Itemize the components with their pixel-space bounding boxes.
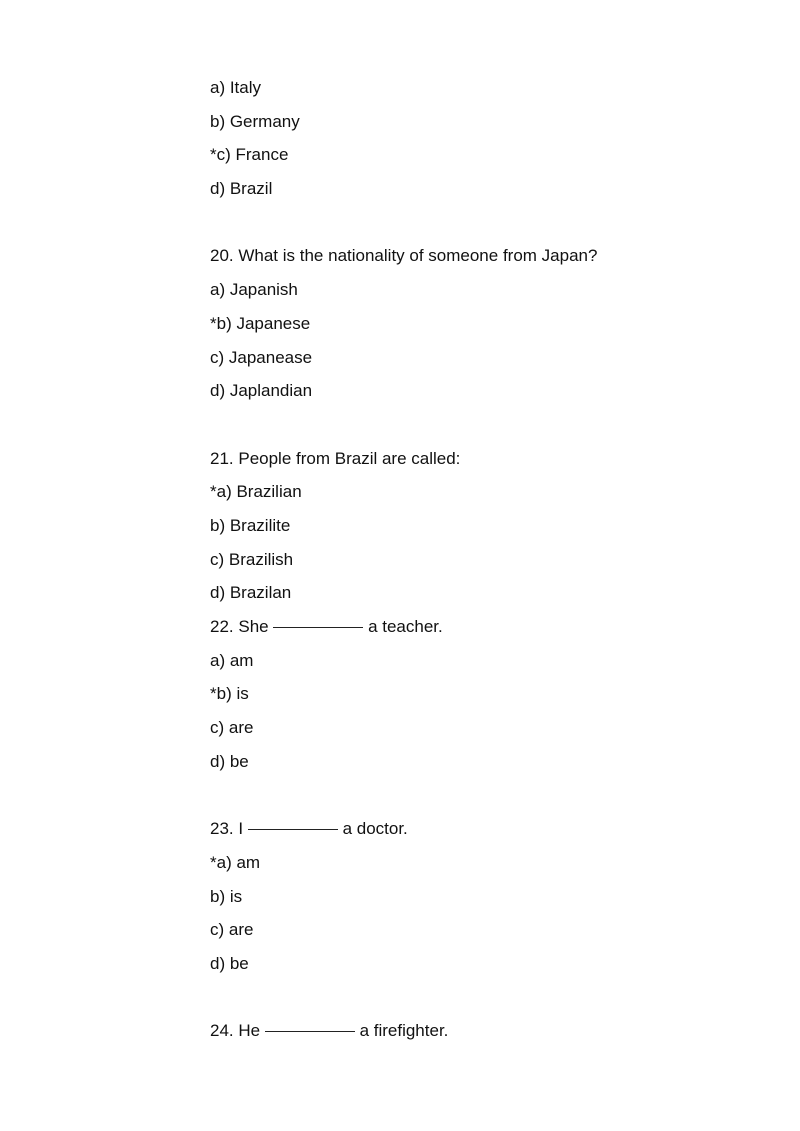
q24-suffix: a firefighter. (359, 1021, 449, 1041)
q21-option-a: *a) Brazilian (210, 482, 302, 502)
q19-option-c: *c) France (210, 145, 289, 165)
q24-prefix: 24. He (210, 1021, 261, 1041)
spacer (210, 211, 750, 245)
q20-option-a: a) Japanish (210, 280, 298, 300)
q20-option-c: c) Japanease (210, 347, 313, 367)
q21-option-d: d) Brazilan (210, 583, 292, 603)
q22-prefix: 22. She (210, 617, 269, 636)
q22-suffix: a teacher. (368, 617, 443, 636)
q24-question (210, 1019, 750, 1053)
q20-option-b: *b) Japanese (210, 313, 311, 333)
answer-blank (248, 828, 338, 830)
answer-blank (273, 626, 363, 628)
q19-option-d: d) Brazil (210, 179, 273, 199)
spacer (210, 986, 750, 1020)
spacer (210, 783, 750, 817)
q23-prefix: 23. I (210, 819, 244, 839)
q23-option-b: b) is (210, 886, 243, 906)
q23-option-a: *a) am (210, 852, 261, 872)
q20-question: 20. What is the nationality of someone from Japan? (210, 246, 598, 266)
q23-option-c: c) are (210, 920, 254, 940)
spacer (210, 413, 750, 447)
q22-option-b: *b) is (210, 684, 249, 704)
q21-question: 21. People from Brazil are called: (210, 448, 461, 468)
q22-option-a: a) am (210, 650, 254, 670)
q23-suffix: a doctor. (342, 819, 408, 839)
q19-option-b: b) Germany (210, 111, 300, 131)
q23-question (210, 817, 750, 851)
q21-option-b: b) Brazilite (210, 515, 291, 535)
q22-option-d: d) be (210, 751, 249, 771)
q21-option-c: c) Brazilish (210, 549, 294, 569)
q22-question (210, 615, 750, 649)
quiz-content (210, 76, 750, 1053)
answer-blank (265, 1030, 355, 1032)
q20-option-d: d) Japlandian (210, 381, 313, 401)
q19-option-a: a) Italy (210, 78, 262, 97)
q22-option-c: c) are (210, 718, 254, 738)
q23-option-d: d) be (210, 953, 249, 973)
